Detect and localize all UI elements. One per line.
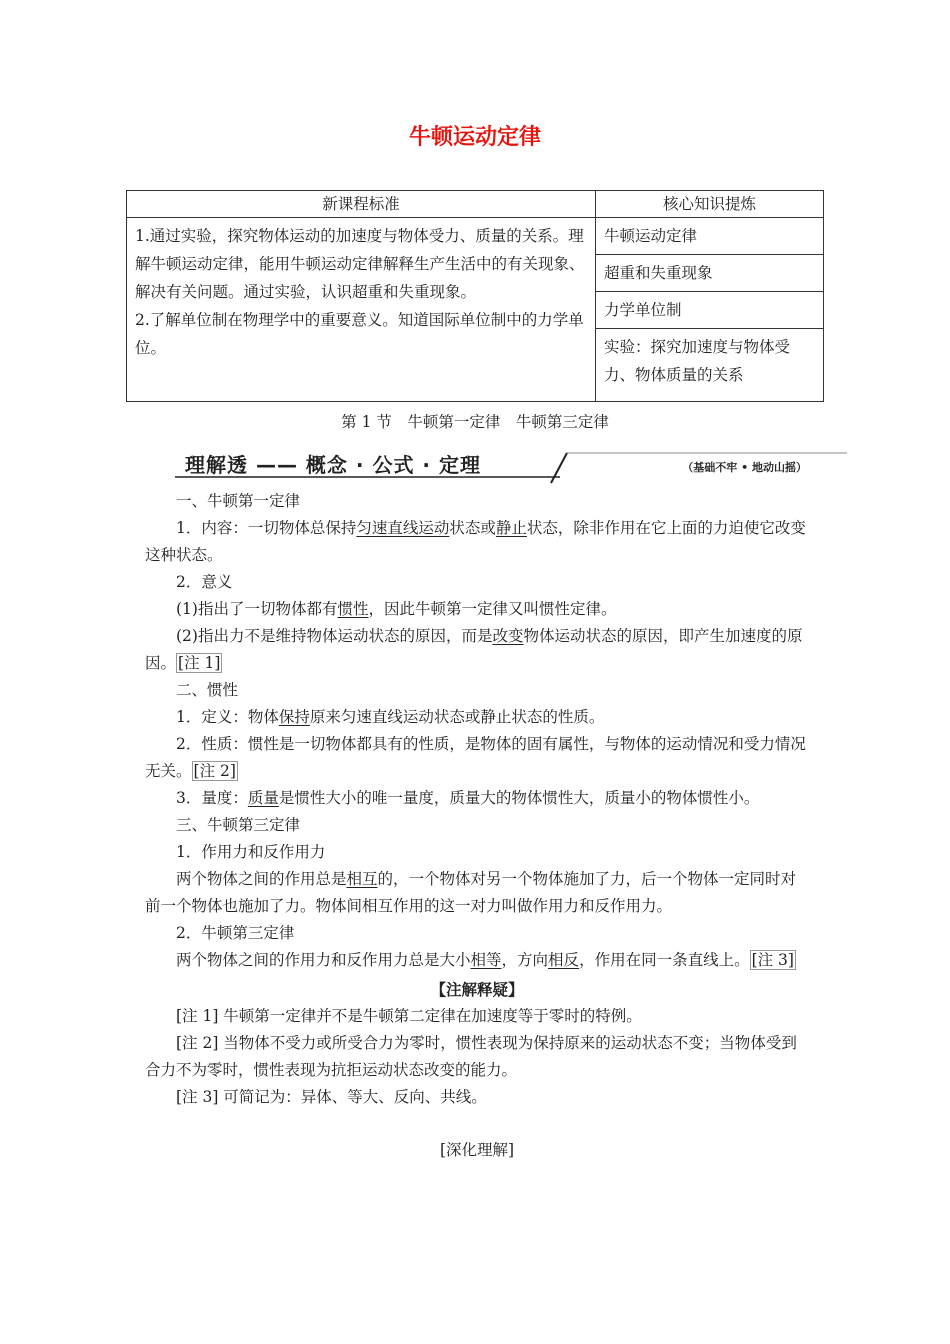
page-title: 牛顿运动定律 bbox=[408, 125, 541, 150]
core-item-1: 牛顿运动定律 bbox=[596, 218, 824, 255]
note-1-text: [注 1] 牛顿第一定律并不是牛顿第二定律在加速度等于零时的特例。 bbox=[176, 1007, 642, 1025]
paragraph-third-law-text: 两个物体之间的作用力和反作用力总是大小相等，方向相反，作用在同一条直线上。 [注 3] bbox=[176, 951, 794, 969]
paragraph-action-reaction-text: 两个物体之间的作用总是相互的，一个物体对另一个物体施加了力，后一个物体一定同时对前一个物体也施加了力。物体间相互作用的这一对力叫做作用力和反作用力。 bbox=[145, 870, 797, 915]
section-title: 第 1 节 牛顿第一定律 牛顿第三定律 bbox=[341, 413, 609, 431]
heading-first-law: 一、牛顿第一定律 bbox=[176, 492, 301, 510]
main-content bbox=[145, 488, 809, 1164]
paragraph-meaning: 2．意义 bbox=[176, 573, 233, 591]
paragraph-meaning-1: (1)指出了一切物体都有惯性，因此牛顿第一定律又叫惯性定律。 bbox=[176, 600, 617, 618]
table-header-standards: 新课程标准 bbox=[127, 191, 596, 218]
core-item-4: 实验：探究加速度与物体受力、物体质量的关系 bbox=[596, 329, 824, 402]
standards-cell bbox=[127, 218, 596, 402]
paragraph-meaning-2: (2)指出力不是维持物体运动状态的原因，而是改变物体运动状态的原因，即产生加速度的原因。 [注 1] bbox=[145, 627, 803, 672]
paragraph-inertia-measure: 3．量度：质量是惯性大小的唯一量度，质量大的物体惯性大，质量小的物体惯性小。 bbox=[176, 789, 760, 807]
paragraph-inertia-property: 2．性质：惯性是一切物体都具有的性质，是物体的固有属性，与物体的运动情况和受力情况无关。 [注 2] bbox=[145, 735, 806, 780]
standard-item-1: 1.通过实验，探究物体运动的加速度与物体受力、质量的关系。理解牛顿运动定律，能用牛顿运动定律解释生产生活中的有关现象、解决有关问题。通过实验，认识超重和失重现象。 bbox=[135, 227, 585, 301]
section-banner bbox=[175, 447, 847, 487]
heading-third-law: 三、牛顿第三定律 bbox=[176, 816, 301, 834]
banner-subtitle: （基础不牢 • 地动山摇） bbox=[682, 461, 807, 474]
note-3-text: [注 3] 可简记为：异体、等大、反向、共线。 bbox=[176, 1088, 487, 1106]
banner-title: 理解透 —— 概念 · 公式 · 定理 bbox=[185, 453, 481, 477]
table-header-core-knowledge: 核心知识提炼 bbox=[596, 191, 824, 218]
note-2-text: [注 2] 当物体不受力或所受合力为零时，惯性表现为保持原来的运动状态不变；当物体受到合力不为零时，惯性表现为抗拒运动状态改变的能力。 bbox=[145, 1034, 797, 1079]
heading-inertia: 二、惯性 bbox=[176, 681, 239, 699]
paragraph-content-definition: 1．内容：一切物体总保持匀速直线运动状态或静止状态，除非作用在它上面的力迫使它改变这种状态。 bbox=[145, 519, 806, 564]
paragraph-third-law: 2．牛顿第三定律 bbox=[176, 924, 295, 942]
paragraph-action-reaction: 1．作用力和反作用力 bbox=[176, 843, 326, 861]
note-ref-3[interactable]: [注 3] bbox=[751, 951, 794, 969]
core-item-3: 力学单位制 bbox=[596, 292, 824, 329]
core-item-2: 超重和失重现象 bbox=[596, 255, 824, 292]
standard-item-2: 2.了解单位制在物理学中的重要意义。知道国际单位制中的力学单位。 bbox=[135, 311, 584, 357]
note-ref-1[interactable]: [注 1] bbox=[178, 654, 221, 672]
curriculum-standards-table bbox=[126, 190, 824, 402]
notes-heading: 【注解释疑】 bbox=[430, 980, 524, 999]
paragraph-inertia-definition: 1．定义：物体保持原来匀速直线运动状态或静止状态的性质。 bbox=[176, 708, 605, 726]
deepen-understanding-heading: [深化理解] bbox=[439, 1141, 515, 1159]
note-ref-2[interactable]: [注 2] bbox=[193, 762, 236, 780]
